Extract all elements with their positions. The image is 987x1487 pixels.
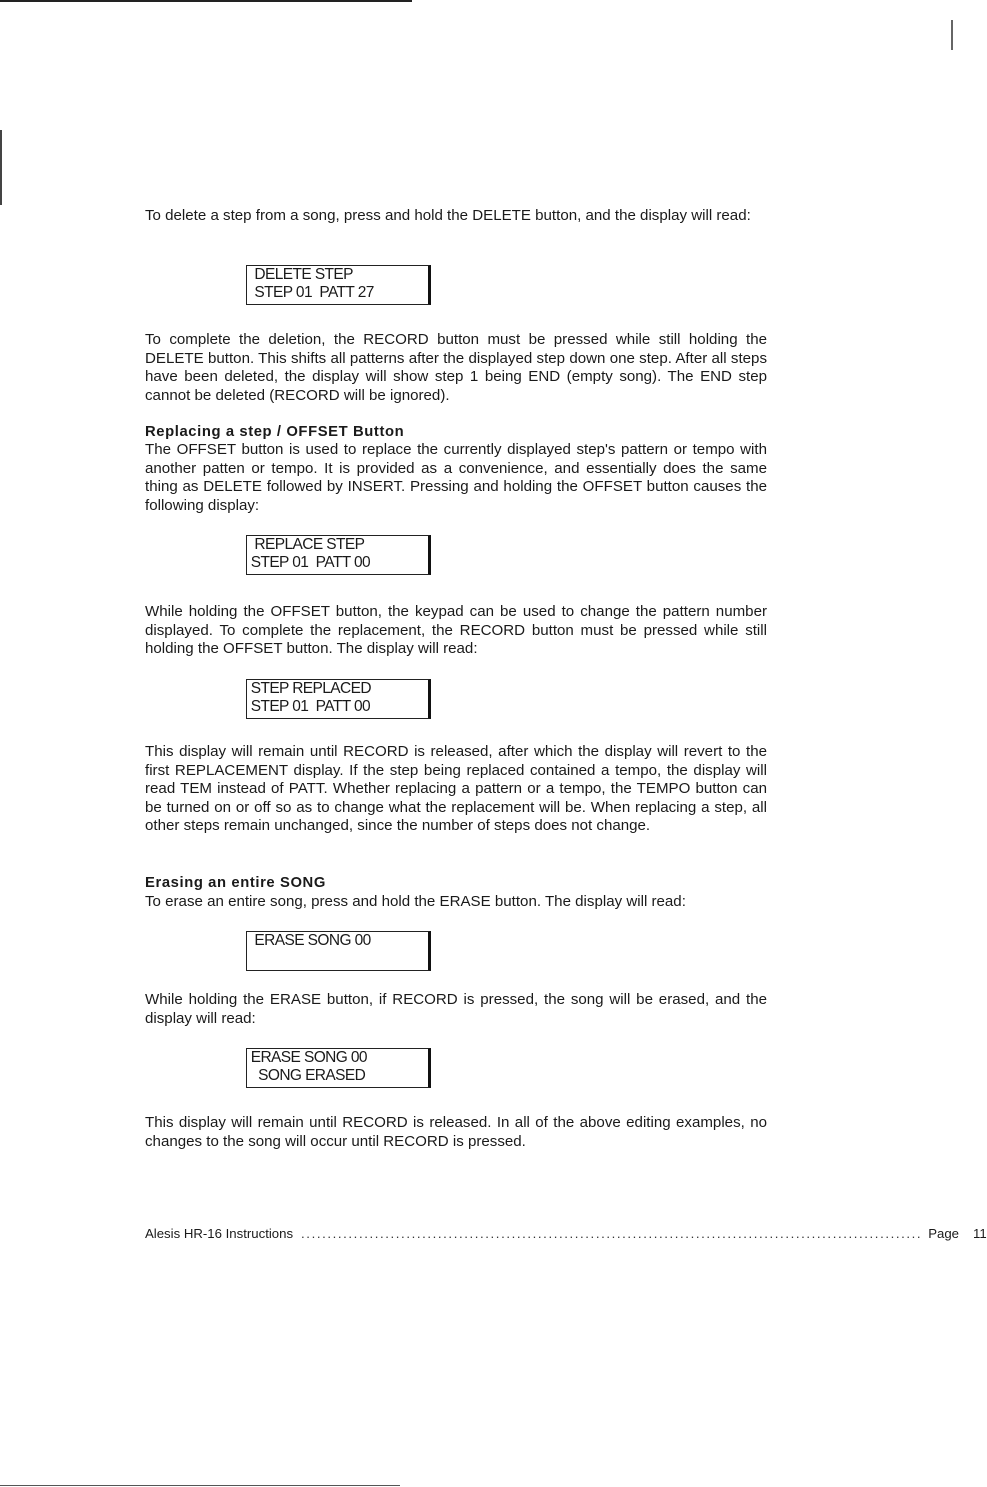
page-footer (145, 1226, 987, 1241)
footer-page-label: Page (928, 1226, 959, 1241)
heading-erasing-song: Erasing an entire SONG (145, 875, 326, 891)
bottom-edge-rule (0, 1485, 400, 1486)
paragraph-delete-complete: To complete the deletion, the RECORD button must be pressed while still holding the DELETE button. This shifts all patterns after the displayed step down one step. After all steps have been deleted, the display will show step 1 being END (empty song). The END step cannot be deleted (RECORD will be ignored). (145, 331, 767, 404)
lcd-line-1: ERASE SONG 00 (247, 1049, 367, 1066)
lcd-line-2: SONG ERASED (247, 1067, 366, 1084)
lcd-line-1: STEP REPLACED (247, 680, 371, 697)
paragraph-delete-intro: To delete a step from a song, press and hold the DELETE button, and the display will read: (145, 207, 751, 224)
lcd-erase-song (246, 931, 431, 971)
lcd-delete-step (246, 265, 431, 305)
lcd-line-1: ERASE SONG 00 (247, 932, 371, 949)
paragraph-erase-intro: To erase an entire song, press and hold the ERASE button. The display will read: (145, 893, 686, 910)
paragraph-replacement-note: This display will remain until RECORD is released, after which the display will revert to the first REPLACEMENT display. If the step being replaced contained a tempo, the display will read TEM instead of PATT. Whether replacing a pattern or a tempo, the TEMPO button can be turned on or off so as to change what the replacement will be. When replacing a step, all other steps remain unchanged, since the number of steps does not change. (145, 743, 767, 835)
lcd-line-1: DELETE STEP (247, 266, 353, 283)
lcd-line-2: STEP 01 PATT 27 (247, 284, 374, 301)
lcd-line-2: STEP 01 PATT 00 (247, 554, 371, 571)
lcd-step-replaced (246, 679, 431, 719)
paragraph-offset-complete: While holding the OFFSET button, the keypad can be used to change the pattern number displayed. To complete the replacement, the RECORD button must be pressed while still holding the OFFSET button. The display will read: (145, 603, 767, 658)
right-scan-mark (951, 20, 953, 50)
footer-leaders: ...................................................................................................................... (301, 1226, 923, 1241)
lcd-song-erased (246, 1048, 431, 1088)
top-edge-rule (0, 0, 412, 2)
heading-replacing-step: Replacing a step / OFFSET Button (145, 424, 405, 440)
paragraph-erase-complete: While holding the ERASE button, if RECORD is pressed, the song will be erased, and the display will read: (145, 991, 767, 1027)
lcd-replace-step (246, 535, 431, 575)
footer-page-number: 11 (973, 1226, 987, 1241)
paragraph-erase-note: This display will remain until RECORD is released. In all of the above editing examples, no changes to the song will occur until RECORD is pressed. (145, 1114, 767, 1150)
lcd-line-2: STEP 01 PATT 00 (247, 698, 371, 715)
paragraph-offset-intro: The OFFSET button is used to replace the currently displayed step's pattern or tempo with another patten or tempo. It is provided as a convenience, and essentially does the same thing as DELETE followed by INSERT. Pressing and holding the OFFSET button causes the following display: (145, 441, 767, 514)
footer-title: Alesis HR-16 Instructions (145, 1226, 294, 1241)
lcd-line-1: REPLACE STEP (247, 536, 365, 553)
left-scan-mark (0, 130, 2, 205)
